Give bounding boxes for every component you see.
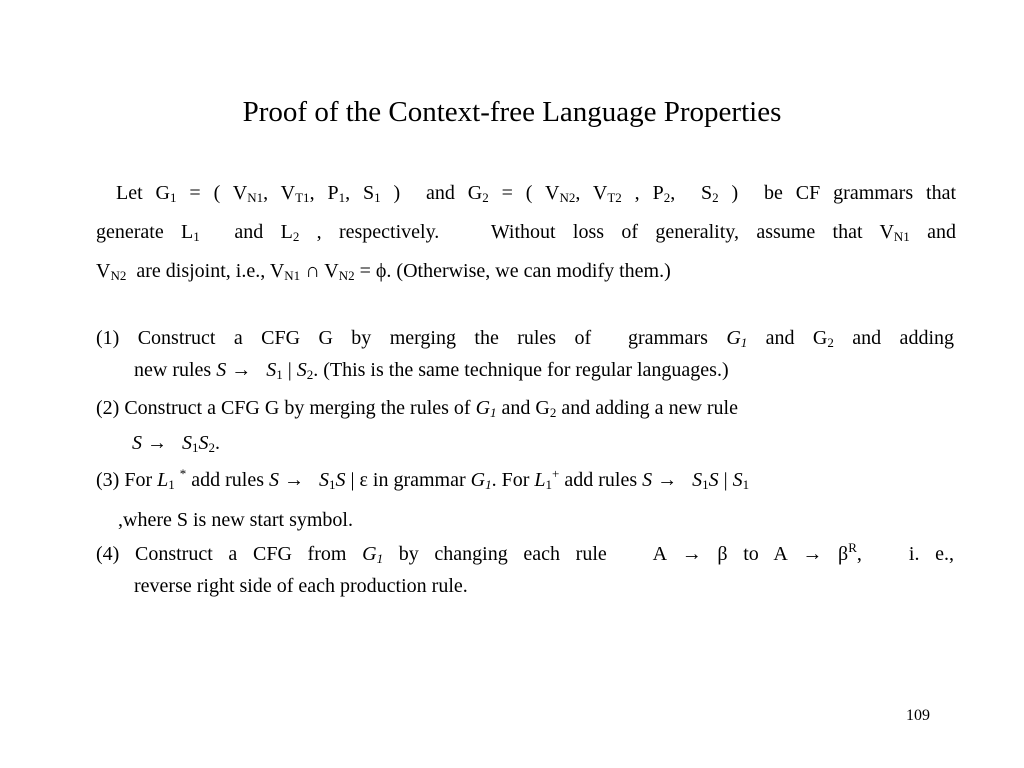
item-2-line-2: $S \to S_1S_2$. xyxy=(132,432,220,455)
page-number: 109 xyxy=(906,707,930,724)
item-4-line-2: reverse right side of each production rule. xyxy=(134,575,468,597)
intro-paragraph xyxy=(96,174,956,291)
item-2 xyxy=(96,390,954,426)
slide-title: Proof of the Context-free Language Properties xyxy=(242,96,782,128)
intro-line-2: generate $L_1$ and $L_2$ , respectively. Without loss of generality, assume that $V_{N1}$ and xyxy=(96,221,956,244)
item-1 xyxy=(96,322,954,386)
item-3-line-1: (3) For $L_1$ * add rules $S \to S_1S$ | ε in grammar $G_1$. For $L_1^+$ add rules $S \to S_1S$ | $S_1$ xyxy=(96,466,750,492)
item-1-line-1: (1) Construct a CFG G by merging the rules of grammars $G_1$ and $G_2$ and adding xyxy=(96,327,954,350)
intro-line-3: $V_{N2}$ are disjoint, i.e., $V_{N1}$ ∩ $V_{N2} = \phi$. (Otherwise, we can modify them.) xyxy=(96,260,671,283)
item-2-line-1: (2) Construct a CFG G by merging the rules of $G_1$ and $G_2$ and adding a new rule xyxy=(96,397,738,420)
item-3 xyxy=(96,462,954,498)
intro-line-1: Let $G_1$ = ( $V_{N1}$, $V_{T1}$, $P_1$, $S_1$ ) and $G_2$ = ( $V_{N2}$, $V_{T2}$ , $P_2$, $S_2$ ) be CF grammars that xyxy=(116,182,957,205)
item-4-line-1: (4) Construct a CFG from $G_1$ by changing each rule A → β to $A \to \beta^R$, i. e., xyxy=(96,540,954,566)
item-3-line-2: ,where S is new start symbol. xyxy=(118,509,353,531)
item-1-line-2: new rules $S \to S_1$ | $S_2$. (This is the same technique for regular languages.) xyxy=(134,359,729,382)
item-4 xyxy=(96,538,954,602)
